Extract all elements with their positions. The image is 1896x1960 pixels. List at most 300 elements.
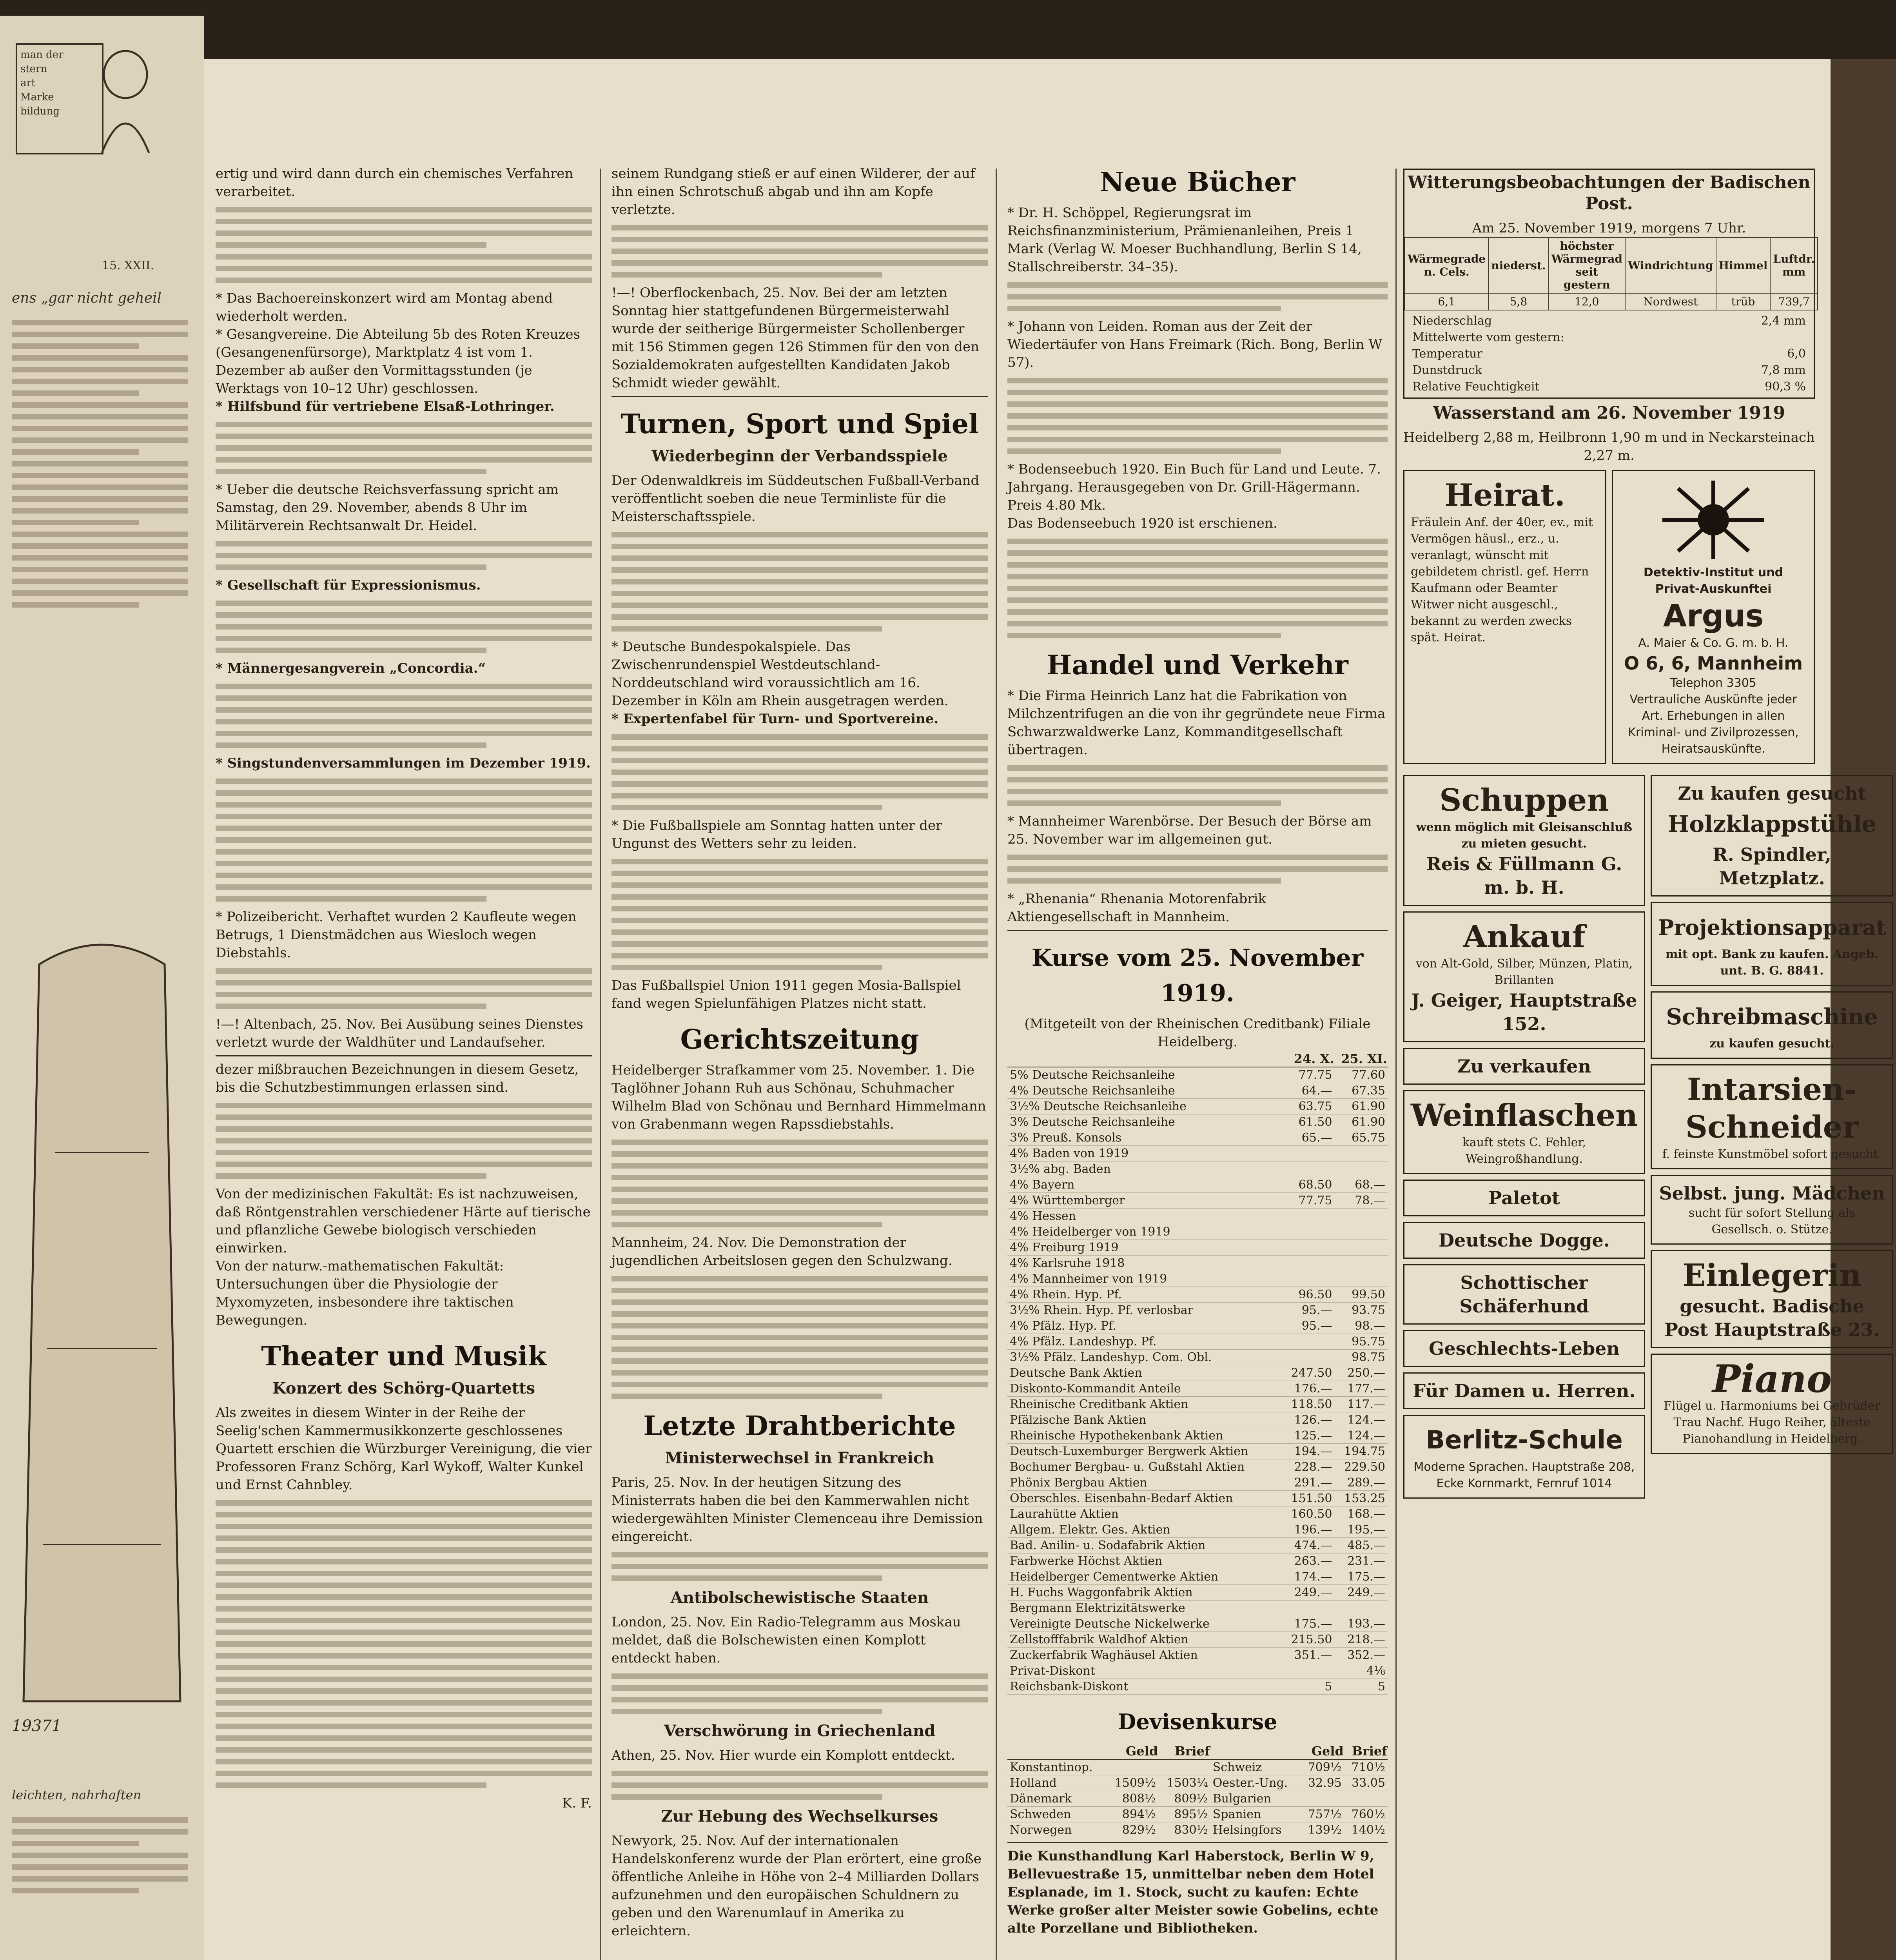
kurse-row [1007, 1067, 1388, 1083]
kurse-name: 5% Deutsche Reichsanleihe [1007, 1067, 1283, 1083]
col3-text-filler [1007, 765, 1388, 806]
kurse-row [1007, 1130, 1388, 1146]
schreibmaschine-title: Schreibmaschine [1666, 1004, 1878, 1030]
col1-nat-faculty: Von der naturw.-mathematischen Fakultät: Untersuchungen über die Physiologie der Myxomyzeten, insbesondere ihre taktischen Bewegungen. [216, 1258, 514, 1328]
kurse-value [1283, 1601, 1334, 1616]
ad-schreibmaschine [1651, 991, 1893, 1059]
kurse-value [1334, 1601, 1388, 1616]
kurse-value: 474.— [1283, 1538, 1334, 1553]
weather-head: höchster Wärmegrad seit gestern [1549, 238, 1625, 293]
devisen-cell: Bulgarien [1210, 1791, 1301, 1807]
devisen-cell [1106, 1759, 1158, 1775]
intarsien-body: f. feinste Kunstmöbel sofort gesucht. [1662, 1147, 1882, 1161]
weather-extra-value: 90,3 % [1765, 380, 1806, 394]
kurse-name: Diskonto-Kommandit Anteile [1007, 1381, 1283, 1397]
wire-p3: Athen, 25. Nov. Hier wurde ein Komplott entdeckt. [611, 1748, 955, 1763]
left-fashion-illustration [8, 917, 196, 1760]
kurse-name: Reichsbank-Diskont [1007, 1679, 1283, 1695]
berlitz-title: Berlitz-Schule [1426, 1426, 1623, 1455]
kurse-value: 176.— [1283, 1381, 1334, 1397]
kurse-name: 4% Württemberger [1007, 1193, 1283, 1209]
intarsien-title: Intarsien-Schneider [1685, 1072, 1859, 1145]
ad-herren [1403, 1372, 1645, 1409]
ad-weinflaschen [1403, 1090, 1645, 1174]
weather-extra-value: 6,0 [1787, 347, 1806, 361]
col1-paragraph: * Polizeibericht. Verhaftet wurden 2 Kaufleute wegen Betrugs, 1 Dienstmädchen aus Wiesloch wegen Diebstahls. [216, 909, 577, 961]
devisen-cell: Schweiz [1210, 1759, 1301, 1775]
weather-extra-key: Temperatur [1412, 347, 1482, 361]
water-title: Wasserstand am 26. November 1919 [1433, 403, 1785, 423]
devisen-header-row [1007, 1743, 1388, 1759]
kurse-value: 160.50 [1283, 1506, 1334, 1522]
left-fragment-g: leichten, nahrhaften [12, 1788, 142, 1802]
devisen-cell: 757½ [1301, 1807, 1344, 1822]
kurse-value [1334, 1224, 1388, 1240]
devisen-head: Geld [1301, 1743, 1344, 1759]
kurse-value: 195.— [1334, 1522, 1388, 1538]
ads-row-1 [1403, 465, 1815, 769]
kurse-value: 117.— [1334, 1397, 1388, 1412]
weather-extra-row [1412, 379, 1806, 395]
weather-head: Windrichtung [1625, 238, 1716, 293]
kurse-value: 263.— [1283, 1553, 1334, 1569]
kurse-value [1283, 1663, 1334, 1679]
kurse-row [1007, 1491, 1388, 1506]
ad-verkaufen [1403, 1048, 1645, 1085]
kurse-name: Allgem. Elektr. Ges. Aktien [1007, 1522, 1283, 1538]
kurse-row [1007, 1083, 1388, 1099]
kurse-name: Deutsche Bank Aktien [1007, 1365, 1283, 1381]
kurse-value: 229.50 [1334, 1459, 1388, 1475]
col1-text-filler [216, 1103, 592, 1179]
devisen-cell: 139½ [1301, 1822, 1344, 1838]
devisen-head: Geld [1106, 1743, 1158, 1759]
devisen-row [1007, 1791, 1388, 1807]
weather-extra-key: Relative Feuchtigkeit [1412, 380, 1540, 394]
kurse-value: 99.50 [1334, 1287, 1388, 1303]
kurse-row [1007, 1209, 1388, 1224]
weather-extra-value: 2,4 mm [1761, 314, 1806, 328]
kurse-value [1283, 1224, 1334, 1240]
column-rule [1395, 169, 1397, 1960]
kurse-value: 151.50 [1283, 1491, 1334, 1506]
weather-val: Nordwest [1625, 293, 1716, 310]
ad-intarsien [1651, 1064, 1893, 1169]
ankauf-items: von Alt-Gold, Silber, Münzen, Platin, Brillanten [1415, 957, 1633, 987]
col1-text-filler [216, 684, 592, 748]
kurse-value: 215.50 [1283, 1632, 1334, 1648]
column-4 [1403, 165, 1886, 1960]
weather-extra-row [1412, 346, 1806, 362]
left-text-column-2 [12, 1811, 188, 1960]
devisen-cell: Holland [1007, 1775, 1106, 1791]
devisen-cell [1301, 1791, 1344, 1807]
section-title-handel: Handel und Verkehr [1047, 650, 1348, 681]
kurse-name: 4% Baden von 1919 [1007, 1146, 1283, 1161]
kurse-value: 118.50 [1283, 1397, 1334, 1412]
col1-text-filler [216, 1500, 592, 1788]
ad-lebens [1403, 1330, 1645, 1367]
col1-text-filler [216, 779, 592, 902]
weather-header-row [1405, 238, 1818, 293]
col1-med-faculty: Von der medizinischen Fakultät: Es ist nachzuweisen, daß Röntgenstrahlen verschiedener Härte auf tierische und pflanzliche Gewebe biologisch verschieden einwirken. [216, 1186, 591, 1256]
left-box-line: bildung [20, 105, 60, 117]
argus-eye-icon [1655, 477, 1772, 563]
section-title-sport: Turnen, Sport und Spiel [621, 408, 979, 440]
kurse-value [1283, 1350, 1334, 1365]
col3-text-filler [1007, 855, 1388, 884]
dogge-title: Deutsche Dogge. [1439, 1230, 1610, 1251]
kurse-name: Bad. Anilin- u. Sodafabrik Aktien [1007, 1538, 1283, 1553]
col1-rule [216, 1055, 592, 1056]
kurse-header-col: 24. X. [1283, 1051, 1334, 1067]
kurse-value: 63.75 [1283, 1099, 1334, 1114]
devisen-cell: 140½ [1344, 1822, 1388, 1838]
devisen-cell: 1503¼ [1158, 1775, 1210, 1791]
sport-p3: * Expertenfabel für Turn- und Sportvereine. [611, 711, 939, 727]
kurse-row [1007, 1256, 1388, 1271]
kurse-value: 126.— [1283, 1412, 1334, 1428]
weather-extra-row [1412, 362, 1806, 379]
kurse-value: 4⅛ [1334, 1663, 1388, 1679]
kurse-value: 61.90 [1334, 1099, 1388, 1114]
kaufen-firm: R. Spindler, Metzplatz. [1713, 844, 1831, 889]
devisen-cell: 710½ [1344, 1759, 1388, 1775]
paletot-title: Paletot [1488, 1187, 1560, 1209]
kurse-value: 98.— [1334, 1318, 1388, 1334]
kurse-name: 3% Deutsche Reichsanleihe [1007, 1114, 1283, 1130]
devisen-row [1007, 1807, 1388, 1822]
kaufen-item: Holzklappstühle [1667, 811, 1876, 837]
kurse-name: Zellstofffabrik Waldhof Aktien [1007, 1632, 1283, 1648]
kurse-value: 175.— [1334, 1569, 1388, 1585]
kurse-value: 125.— [1283, 1428, 1334, 1444]
weather-head: Wärmegrade n. Cels. [1405, 238, 1488, 293]
kurse-row [1007, 1161, 1388, 1177]
kurse-name: Oberschles. Eisenbahn-Bedarf Aktien [1007, 1491, 1283, 1506]
kurse-value: 291.— [1283, 1475, 1334, 1491]
kurse-value: 77.75 [1283, 1067, 1334, 1083]
kurse-row [1007, 1350, 1388, 1365]
kurse-row [1007, 1569, 1388, 1585]
kurse-value: 78.— [1334, 1193, 1388, 1209]
weather-val: 739,7 [1770, 293, 1818, 310]
kurse-value: 485.— [1334, 1538, 1388, 1553]
devisen-cell: Oester.-Ung. [1210, 1775, 1301, 1791]
kurse-value: 65.75 [1334, 1130, 1388, 1146]
left-box-line: man der [20, 49, 64, 61]
kurse-name: Deutsch-Luxemburger Bergwerk Aktien [1007, 1444, 1283, 1459]
kurse-name: Pfälzische Bank Aktien [1007, 1412, 1283, 1428]
ad-dogge [1403, 1222, 1645, 1259]
col2-intro: seinem Rundgang stieß er auf einen Wilderer, der auf ihn einen Schrotschuß abgab und ihn am Kopfe verletzte. [611, 166, 975, 218]
left-date: 15. XXII. [102, 259, 154, 272]
ad-argus [1612, 470, 1815, 764]
left-text-column [12, 314, 188, 902]
kurse-value: 68.— [1334, 1177, 1388, 1193]
kurse-row [1007, 1287, 1388, 1303]
weather-sub: Am 25. November 1919, morgens 7 Uhr. [1472, 220, 1746, 236]
col1-text-filler [216, 422, 592, 474]
devisen-body [1007, 1743, 1388, 1838]
devisen-row [1007, 1822, 1388, 1838]
subhead-griechenland: Verschwörung in Griechenland [664, 1722, 936, 1740]
kurse-value: 95.— [1283, 1318, 1334, 1334]
col1-paragraph: * Männergesangverein „Concordia.“ [216, 661, 486, 676]
devisen-cell: Dänemark [1007, 1791, 1106, 1807]
devisen-cell: 709½ [1301, 1759, 1344, 1775]
heirat-body: Fräulein Anf. der 40er, ev., mit Vermögen häusl., erz., u. veranlagt, wünscht mit gebildetem christl. gef. Herrn Kaufmann oder Beamter Witwer nicht ausgeschl., bekannt zu werden zwecks spät. Heirat. [1411, 515, 1593, 644]
column-3 [1007, 165, 1388, 1960]
kurse-value [1283, 1146, 1334, 1161]
col1-text-filler [216, 541, 592, 570]
kurse-header-col: 25. XI. [1334, 1051, 1388, 1067]
kurse-value: 77.75 [1283, 1193, 1334, 1209]
kurse-row [1007, 1177, 1388, 1193]
sport-body: Der Odenwaldkreis im Süddeutschen Fußball-Verband veröffentlicht soeben die neue Terminliste für die Meisterschaftsspiele. [611, 473, 980, 524]
kurse-value [1283, 1209, 1334, 1224]
water-body: Heidelberg 2,88 m, Heilbronn 1,90 m und in Neckarsteinach 2,27 m. [1403, 430, 1815, 463]
kurse-row [1007, 1475, 1388, 1491]
ad-einlegerin [1651, 1250, 1893, 1348]
devisen-cell: 894½ [1106, 1807, 1158, 1822]
devisen-cell: 895½ [1158, 1807, 1210, 1822]
devisen-row [1007, 1775, 1388, 1791]
col3-rule [1007, 930, 1388, 931]
kurse-value: 77.60 [1334, 1067, 1388, 1083]
weather-extra-row [1412, 329, 1806, 346]
kurse-name: Heidelberger Cementwerke Aktien [1007, 1569, 1283, 1585]
kurse-value: 177.— [1334, 1381, 1388, 1397]
left-box-line: Marke [20, 91, 54, 103]
col2-text-filler [611, 1552, 988, 1581]
devisen-cell: Helsingfors [1210, 1822, 1301, 1838]
court-body: Heidelberger Strafkammer vom 25. November. 1. Die Taglöhner Johann Ruh aus Schönau, Schuhmacher Wilhelm Blad von Schönau und Bernhard Himmelmann von Grabenmann wegen Rapssdiebstahls. [611, 1062, 986, 1132]
wire-p4: Newyork, 25. Nov. Auf der internationalen Handelskonferenz wurde der Plan erörtert, eine große öffentliche Anleihe in Höhe von 2–4 Milliarden Dollars aufzunehmen und den europäischen Schuldnern zu geben und den Warenumlauf in Amerika zu erleichtern. [611, 1833, 982, 1939]
col1-text-filler [216, 968, 592, 1009]
kurse-value: 175.— [1283, 1616, 1334, 1632]
kurse-name: Laurahütte Aktien [1007, 1506, 1283, 1522]
ad-kaufen [1651, 775, 1893, 897]
kurse-value: 65.— [1283, 1130, 1334, 1146]
kurse-name: Zuckerfabrik Waghäusel Aktien [1007, 1648, 1283, 1663]
kurse-row [1007, 1648, 1388, 1663]
col2-text-filler [611, 734, 988, 810]
weather-title: Witterungsbeobachtungen der Badischen Post. [1408, 172, 1811, 214]
section-title-gericht: Gerichtszeitung [680, 1024, 919, 1055]
einlegerin-body: gesucht. Badische Post Hauptstraße 23. [1664, 1296, 1880, 1340]
kurse-value: 196.— [1283, 1522, 1334, 1538]
kurse-row [1007, 1553, 1388, 1569]
ad-heirat [1403, 470, 1606, 764]
subhead-schoerg-quartett: Konzert des Schörg-Quartetts [272, 1379, 535, 1397]
kurse-row [1007, 1632, 1388, 1648]
devisen-head [1210, 1743, 1301, 1759]
weather-extra-key: Mittelwerte vom gestern: [1412, 330, 1564, 344]
kurse-value: 124.— [1334, 1412, 1388, 1428]
weather-val: 5,8 [1488, 293, 1548, 310]
kurse-name: 4% Deutsche Reichsanleihe [1007, 1083, 1283, 1099]
trade-entry: * Mannheimer Warenbörse. Der Besuch der Börse am 25. November war im allgemeinen gut. [1007, 813, 1372, 847]
kurse-name: 4% Heidelberger von 1919 [1007, 1224, 1283, 1240]
kurse-row [1007, 1193, 1388, 1209]
ad-maedchen [1651, 1175, 1893, 1245]
subhead-verbandsspiele: Wiederbeginn der Verbandsspiele [651, 447, 948, 465]
argus-addr: O 6, 6, Mannheim [1624, 653, 1803, 674]
projektion-title: Projektionsapparat [1658, 915, 1886, 940]
kurse-value: 194.— [1283, 1444, 1334, 1459]
kurse-value [1283, 1271, 1334, 1287]
kurse-value [1334, 1209, 1388, 1224]
kurse-name: 3½% Deutsche Reichsanleihe [1007, 1099, 1283, 1114]
left-facing-page [0, 16, 204, 1960]
kurse-name: H. Fuchs Waggonfabrik Aktien [1007, 1585, 1283, 1601]
weather-table [1404, 237, 1818, 310]
column-rule [996, 169, 997, 1960]
left-box-line: stern [20, 63, 47, 75]
col1-paragraph: * Das Bachoereinskonzert wird am Montag abend wiederholt werden. [216, 290, 553, 324]
wire-p2: London, 25. Nov. Ein Radio-Telegramm aus Moskau meldet, daß die Bolschewisten einen Komplott entdeckt haben. [611, 1614, 961, 1666]
ad-piano [1651, 1354, 1893, 1454]
kurse-value [1283, 1256, 1334, 1271]
col2-text-filler [611, 532, 988, 632]
col1-intro: ertig und wird dann durch ein chemisches Verfahren verarbeitet. [216, 166, 573, 200]
verkaufen-title: Zu verkaufen [1457, 1056, 1591, 1077]
column-rule [600, 169, 601, 1960]
kurse-row [1007, 1538, 1388, 1553]
col2-rule [611, 396, 988, 397]
column-2 [611, 165, 988, 1960]
col2-text-filler [611, 225, 988, 278]
book-entry: * Dr. H. Schöppel, Regierungsrat im Reichsfinanzministerium, Prämienanleihen, Preis 1 Mark (Verlag W. Moeser Buchhandlung, Berlin S 14, Stallschreiberstr. 34–35). [1007, 205, 1362, 275]
kurse-value: 218.— [1334, 1632, 1388, 1648]
subhead-antibolschewistisch: Antibolschewistische Staaten [670, 1588, 929, 1607]
col2-text-filler [611, 1673, 988, 1714]
devisen-table [1007, 1743, 1388, 1838]
argus-tel: Telephon 3305 [1670, 676, 1756, 690]
theater-signature: K. F. [562, 1795, 592, 1811]
kaufen-title: Zu kaufen gesucht [1678, 783, 1866, 804]
kurse-row [1007, 1224, 1388, 1240]
ads-col-left [1403, 769, 1645, 1504]
weather-head: Luftdr. mm [1770, 238, 1818, 293]
devisen-cell: 760½ [1344, 1807, 1388, 1822]
kurse-value [1334, 1240, 1388, 1256]
berlitz-body: Moderne Sprachen. Hauptstraße 208, Ecke Kornmarkt, Fernruf 1014 [1413, 1460, 1635, 1490]
left-portrait-illustration [90, 39, 161, 157]
col1-paragraph: * Ueber die deutsche Reichsverfassung spricht am Samstag, den 29. November, abends 8 Uhr im Militärverein Rechtsanwalt Dr. Heidel. [216, 482, 559, 534]
kurse-name: 4% Karlsruhe 1918 [1007, 1256, 1283, 1271]
einlegerin-title: Einlegerin [1682, 1258, 1862, 1293]
col1-paragraph: * Gesangvereine. Die Abteilung 5b des Roten Kreuzes (Gesangenenfürsorge), Marktplatz 4 ist vom 1. Dezember ab außer den Vormittagsstunden (je Werktags von 10–12 Uhr) geschlossen. [216, 327, 581, 396]
col2-text-filler [611, 1276, 988, 1399]
kurse-name: Bochumer Bergbau- u. Gußstahl Aktien [1007, 1459, 1283, 1475]
maedchen-title: Selbst. jung. Mädchen [1659, 1183, 1885, 1204]
col1-paragraph: !—! Altenbach, 25. Nov. Bei Ausübung seines Dienstes verletzt wurde der Waldhüter und Landaufseher. [216, 1016, 583, 1050]
devisen-cell: Konstantinop. [1007, 1759, 1106, 1775]
kurse-name: Phönix Bergbau Aktien [1007, 1475, 1283, 1491]
kurse-row [1007, 1444, 1388, 1459]
kurse-row [1007, 1679, 1388, 1695]
wire-body: Paris, 25. Nov. In der heutigen Sitzung des Ministerrats haben die bei den Kammerwahlen nicht wiedergewählten Minister Clemenceau ihre Demission eingereicht. [611, 1475, 983, 1544]
left-box-line: art [20, 77, 36, 89]
sport-p5: Das Fußballspiel Union 1911 gegen Mosia-Ballspiel fand wegen Spielunfähigen Platzes nicht statt. [611, 978, 961, 1011]
kurse-value: 193.— [1334, 1616, 1388, 1632]
sport-p2: * Deutsche Bundespokalspiele. Das Zwischenrundenspiel Westdeutschland-Norddeutschland wird voraussichtlich am 16. Dezember in Köln am Rhein ausgetragen werden. [611, 639, 949, 709]
kurse-value: 351.— [1283, 1648, 1334, 1663]
kurse-name: 4% Rhein. Hyp. Pf. [1007, 1287, 1283, 1303]
book-entry: * Bodenseebuch 1920. Ein Buch für Land und Leute. 7. Jahrgang. Herausgegeben von Dr. Grill-Hägermann. Preis 4.80 Mk. [1007, 461, 1381, 513]
kurse-value: 67.35 [1334, 1083, 1388, 1099]
kurse-row [1007, 1585, 1388, 1601]
ads-col-right [1651, 769, 1893, 1504]
weather-extra-key: Dunstdruck [1412, 363, 1482, 377]
section-title-drahtberichte: Letzte Drahtberichte [643, 1410, 956, 1442]
section-title-buecher: Neue Bücher [1099, 167, 1295, 198]
kurse-name: 4% Pfälz. Hyp. Pf. [1007, 1318, 1283, 1334]
kurse-value: 95.75 [1334, 1334, 1388, 1350]
ad-projektion [1651, 902, 1893, 986]
kurse-row [1007, 1318, 1388, 1334]
devisen-cell [1344, 1791, 1388, 1807]
devisen-cell: Schweden [1007, 1807, 1106, 1822]
kurse-value: 194.75 [1334, 1444, 1388, 1459]
kurse-row [1007, 1365, 1388, 1381]
devisen-cell [1158, 1759, 1210, 1775]
ad-schaeferhund [1403, 1264, 1645, 1325]
devisen-row [1007, 1759, 1388, 1775]
col3-rule [1007, 1842, 1388, 1843]
kurse-row [1007, 1601, 1388, 1616]
kurse-name: Farbwerke Höchst Aktien [1007, 1553, 1283, 1569]
kurse-name: 4% Pfälz. Landeshyp. Pf. [1007, 1334, 1283, 1350]
weather-extra-value: 7,8 mm [1761, 363, 1806, 377]
weather-extra-key: Niederschlag [1412, 314, 1492, 328]
devisen-cell: 830½ [1158, 1822, 1210, 1838]
col2-text-filler [611, 859, 988, 970]
col1-text-filler [216, 601, 592, 653]
kurse-title: Kurse vom 25. November 1919. [1031, 944, 1364, 1007]
weather-val: 12,0 [1549, 293, 1625, 310]
devisen-head [1007, 1743, 1106, 1759]
kurse-value: 124.— [1334, 1428, 1388, 1444]
argus-owner: A. Maier & Co. G. m. b. H. [1638, 636, 1789, 650]
kurse-value: 5 [1283, 1679, 1334, 1695]
kurse-value: 61.90 [1334, 1114, 1388, 1130]
argus-name: Argus [1663, 599, 1764, 634]
kurse-name: 3% Preuß. Konsols [1007, 1130, 1283, 1146]
book-entry: Das Bodenseebuch 1920 ist erschienen. [1007, 515, 1277, 531]
col1-paragraph: * Gesellschaft für Expressionismus. [216, 577, 481, 593]
kurse-row [1007, 1459, 1388, 1475]
kurse-value: 250.— [1334, 1365, 1388, 1381]
devisen-cell: 33.05 [1344, 1775, 1388, 1791]
kurse-value: 96.50 [1283, 1287, 1334, 1303]
col3-text-filler [1007, 539, 1388, 638]
maedchen-body: sucht für sofort Stellung als Gesellsch. o. Stütze. [1689, 1206, 1856, 1236]
kurse-table [1007, 1051, 1388, 1695]
kurse-value: 174.— [1283, 1569, 1334, 1585]
weather-value-row [1405, 293, 1818, 310]
left-fig-number: 19371 [12, 1717, 62, 1735]
kurse-name: Privat-Diskont [1007, 1663, 1283, 1679]
kurse-row [1007, 1397, 1388, 1412]
schuppen-body: wenn möglich mit Gleisanschluß zu mieten gesucht. [1416, 820, 1632, 851]
kurse-value: 64.— [1283, 1083, 1334, 1099]
kurse-value [1283, 1334, 1334, 1350]
kurse-row [1007, 1099, 1388, 1114]
weinflaschen-title: Weinflaschen [1411, 1098, 1638, 1133]
